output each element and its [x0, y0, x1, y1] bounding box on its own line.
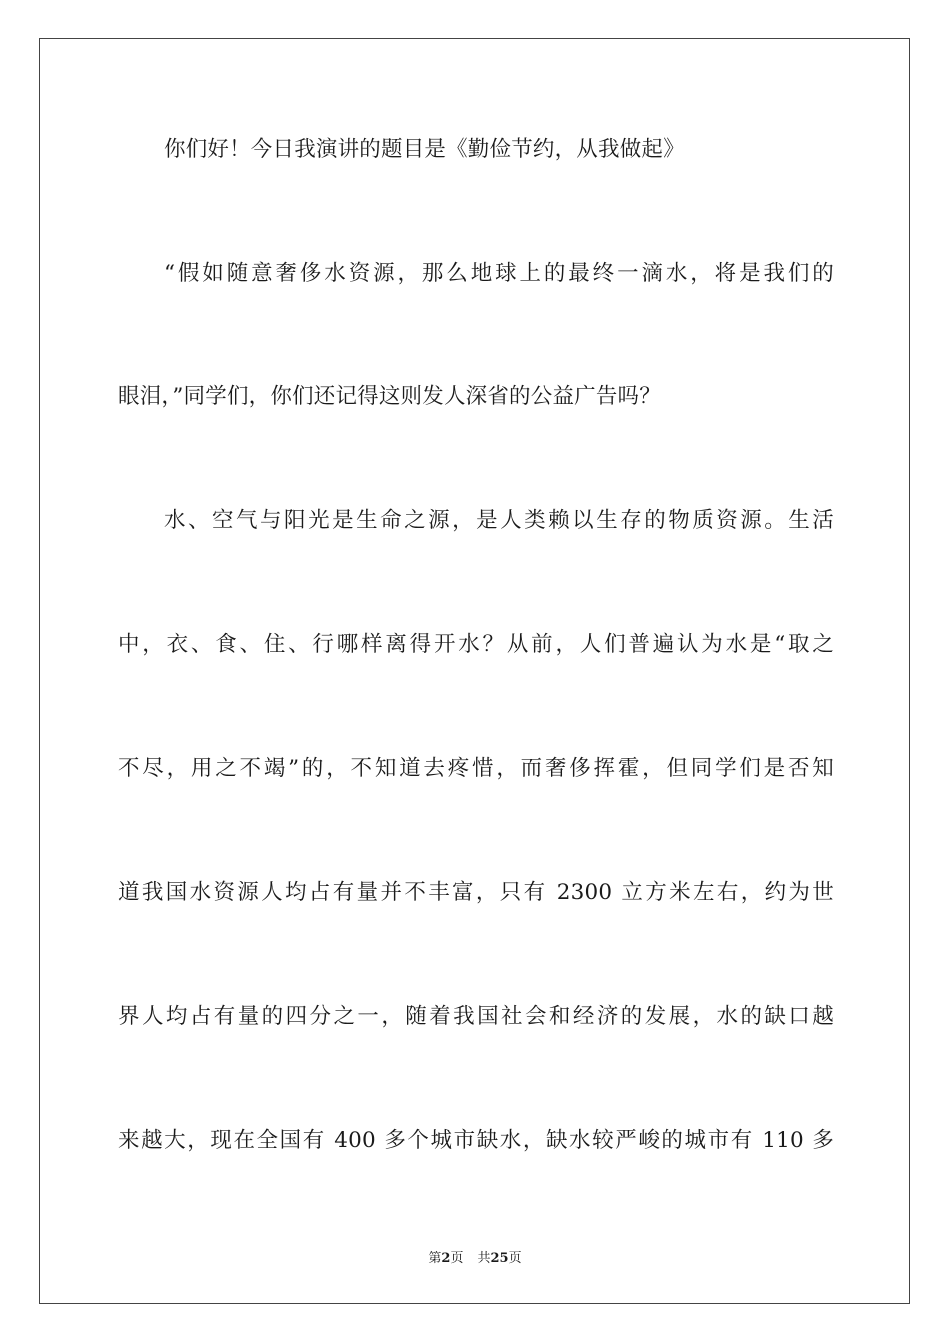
page-border	[39, 38, 910, 1304]
page-number: 2	[441, 1251, 451, 1266]
paragraph-line-2: “假如随意奢侈水资源，那么地球上的最终一滴水，将是我们的	[164, 261, 834, 286]
paragraph-line-4: 水、空气与阳光是生命之源，是人类赖以生存的物质资源。生活	[164, 508, 834, 533]
total-label-suffix: 页	[508, 1251, 522, 1266]
paragraph-line-7: 道我国水资源人均占有量并不丰富，只有 2300 立方米左右，约为世	[118, 880, 834, 905]
total-pages: 25	[490, 1251, 509, 1266]
paragraph-line-5: 中，衣、食、住、行哪样离得开水？从前，人们普遍认为水是“取之	[118, 632, 834, 657]
total-label-prefix: 共	[477, 1251, 491, 1266]
page-label-suffix: 页	[450, 1251, 464, 1266]
paragraph-line-9: 来越大，现在全国有 400 多个城市缺水，缺水较严峻的城市有 110 多	[118, 1128, 834, 1153]
paragraph-line-1: 你们好！今日我演讲的题目是《勤俭节约，从我做起》	[164, 137, 685, 162]
page-label-prefix: 第	[428, 1251, 442, 1266]
page-footer	[0, 1247, 950, 1266]
paragraph-line-3: 眼泪，”同学们，你们还记得这则发人深省的公益广告吗？	[118, 384, 661, 409]
paragraph-line-6: 不尽，用之不竭”的，不知道去疼惜，而奢侈挥霍，但同学们是否知	[118, 756, 834, 781]
paragraph-line-8: 界人均占有量的四分之一，随着我国社会和经济的发展，水的缺口越	[118, 1004, 834, 1029]
